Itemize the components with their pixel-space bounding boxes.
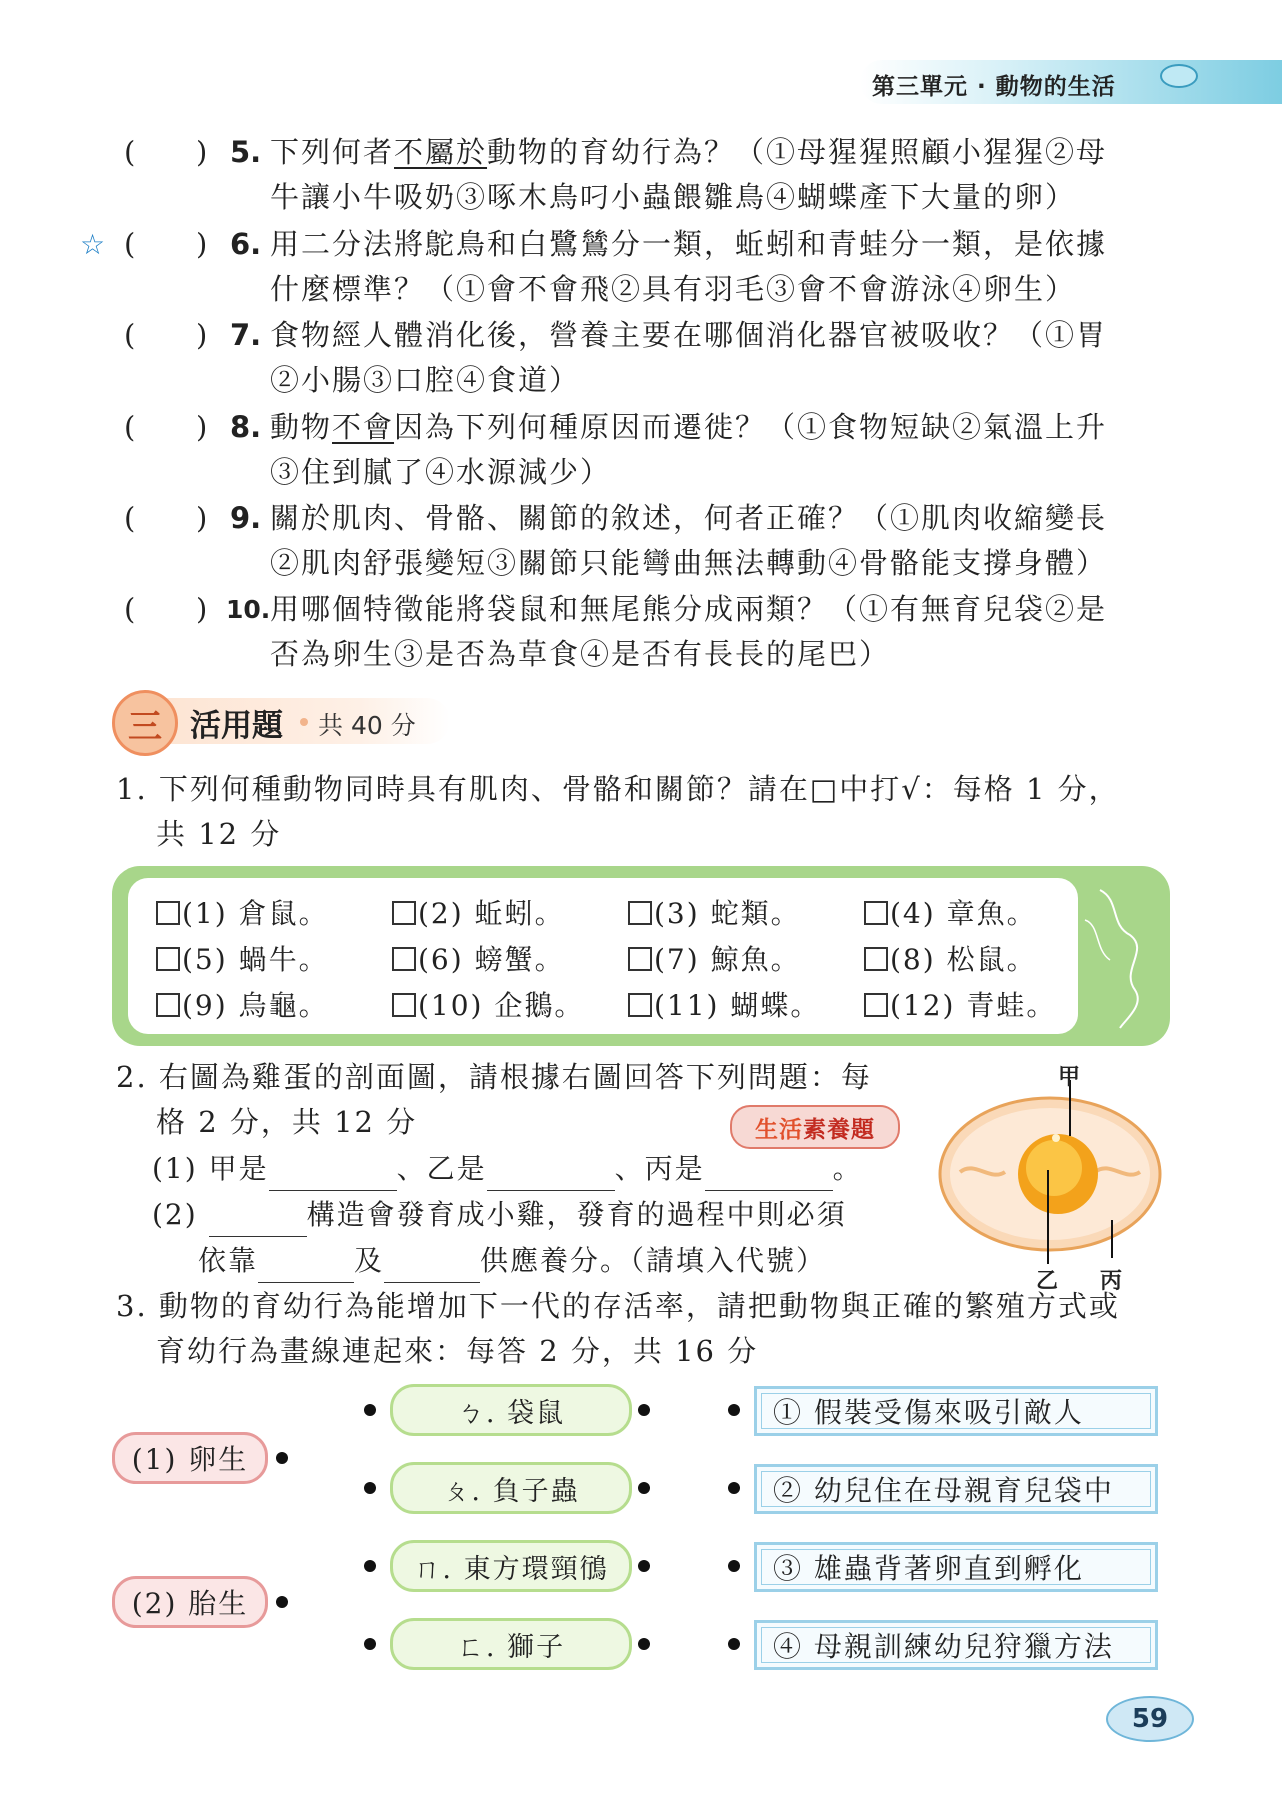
page-number: 59 <box>1106 1696 1194 1742</box>
answer-paren-right: ) <box>196 227 208 261</box>
animal-lion[interactable]: ㄈ. 獅子 <box>390 1618 632 1670</box>
checkbox[interactable] <box>864 993 888 1017</box>
answer-blank[interactable] <box>258 1252 354 1283</box>
answer-blank[interactable] <box>705 1160 833 1191</box>
option-4[interactable]: (4) 章魚。 <box>864 892 1037 932</box>
option-5[interactable]: (5) 蝸牛。 <box>156 938 329 978</box>
option-11[interactable]: (11) 蝴蝶。 <box>628 984 820 1024</box>
question-number: 8. <box>230 410 262 444</box>
checkbox[interactable] <box>628 947 652 971</box>
map-outline-decoration <box>1080 880 1166 1030</box>
unit-title: 第三單元 · 動物的生活 <box>872 74 1116 100</box>
question-number: 5. <box>230 135 262 169</box>
answer-paren-right: ) <box>196 318 208 352</box>
section-dot <box>300 718 308 726</box>
question-text: 食物經人體消化後，營養主要在哪個消化器官被吸收？（①胃 <box>270 318 1108 352</box>
q3-text: 3. 動物的育幼行為能增加下一代的存活率，請把動物與正確的繁殖方式或 <box>116 1289 1120 1323</box>
checkbox[interactable] <box>864 947 888 971</box>
option-1[interactable]: (1) 倉鼠。 <box>156 892 329 932</box>
literacy-question-tag: 生活 素養題 <box>730 1105 900 1149</box>
question-text-cont: ③住到膩了④水源減少） <box>270 455 612 489</box>
q3-text-cont: 育幼行為畫線連起來：每答 2 分，共 16 分 <box>156 1334 759 1368</box>
answer-paren-left: ( <box>124 592 136 626</box>
connector-dot[interactable] <box>728 1638 740 1650</box>
egg-diagram <box>930 1060 1170 1290</box>
option-9[interactable]: (9) 烏龜。 <box>156 984 329 1024</box>
connector-dot[interactable] <box>728 1482 740 1494</box>
answer-paren-right: ) <box>196 135 208 169</box>
connector-dot[interactable] <box>638 1560 650 1572</box>
answer-paren-right: ) <box>196 592 208 626</box>
behavior-1[interactable]: ① 假裝受傷來吸引敵人 <box>754 1386 1158 1436</box>
answer-blank[interactable] <box>269 1160 397 1191</box>
checkbox[interactable] <box>392 947 416 971</box>
question-number: 7. <box>230 318 262 352</box>
question-text-cont: ②小腸③口腔④食道） <box>270 363 581 397</box>
connector-dot[interactable] <box>638 1638 650 1650</box>
planet-icon <box>1160 64 1198 88</box>
question-text: 用哪個特徵能將袋鼠和無尾熊分成兩類？（①有無育兒袋②是 <box>270 592 1108 626</box>
question-text-cont: 否為卵生③是否為草食④是否有長長的尾巴） <box>270 637 891 671</box>
option-3[interactable]: (3) 蛇類。 <box>628 892 801 932</box>
option-12[interactable]: (12) 青蛙。 <box>864 984 1056 1024</box>
answer-paren-left: ( <box>124 410 136 444</box>
option-10[interactable]: (10) 企鵝。 <box>392 984 584 1024</box>
connector-dot[interactable] <box>638 1482 650 1494</box>
connector-dot[interactable] <box>728 1404 740 1416</box>
checkbox[interactable] <box>864 901 888 925</box>
egg-cross-section <box>930 1060 1170 1294</box>
checkbox[interactable] <box>392 993 416 1017</box>
q2-text-cont: 格 2 分，共 12 分 <box>156 1105 418 1139</box>
answer-paren-right: ) <box>196 410 208 444</box>
option-7[interactable]: (7) 鯨魚。 <box>628 938 801 978</box>
question-text-cont: 牛讓小牛吸奶③啄木鳥叼小蟲餵雛鳥④蝴蝶產下大量的卵） <box>270 180 1077 214</box>
question-number: 9. <box>230 501 262 535</box>
option-2[interactable]: (2) 蚯蚓。 <box>392 892 565 932</box>
answer-blank[interactable] <box>384 1252 480 1283</box>
animal-water-bug[interactable]: ㄆ. 負子蟲 <box>390 1462 632 1514</box>
page-number-badge <box>1106 1696 1190 1746</box>
answer-paren-left: ( <box>124 501 136 535</box>
connector-dot[interactable] <box>364 1482 376 1494</box>
label-bing: 丙 <box>1100 1268 1123 1294</box>
answer-paren-left: ( <box>124 135 136 169</box>
checkbox[interactable] <box>156 947 180 971</box>
connector-dot[interactable] <box>364 1404 376 1416</box>
star-icon: ☆ <box>80 228 106 261</box>
animal-kangaroo[interactable]: ㄅ. 袋鼠 <box>390 1384 632 1436</box>
label-jia: 甲 <box>1058 1064 1081 1090</box>
label-yi: 乙 <box>1036 1268 1059 1294</box>
behavior-3[interactable]: ③ 雄蟲背著卵直到孵化 <box>754 1542 1158 1592</box>
question-text-cont: ②肌肉舒張變短③關節只能彎曲無法轉動④骨骼能支撐身體） <box>270 546 1108 580</box>
q2-text: 2. 右圖為雞蛋的剖面圖，請根據右圖回答下列問題：每 <box>116 1060 872 1094</box>
connector-dot[interactable] <box>364 1638 376 1650</box>
section-title: 活用題 <box>190 708 283 744</box>
q1-text: 1. 下列何種動物同時具有肌肉、骨骼和關節？請在□中打√：每格 1 分， <box>116 772 1120 806</box>
question-text: 下列何者不屬於動物的育幼行為？（①母猩猩照顧小猩猩②母 <box>270 135 1108 169</box>
answer-paren-left: ( <box>124 318 136 352</box>
q1-text-cont: 共 12 分 <box>156 817 282 851</box>
behavior-4[interactable]: ④ 母親訓練幼兒狩獵方法 <box>754 1620 1158 1670</box>
checkbox[interactable] <box>392 901 416 925</box>
connector-dot[interactable] <box>364 1560 376 1572</box>
option-6[interactable]: (6) 螃蟹。 <box>392 938 565 978</box>
connector-dot[interactable] <box>728 1560 740 1572</box>
question-text: 用二分法將鴕鳥和白鷺鷥分一類，蚯蚓和青蛙分一類，是依據 <box>270 227 1108 261</box>
answer-paren-right: ) <box>196 501 208 535</box>
answer-blank[interactable] <box>487 1160 615 1191</box>
option-8[interactable]: (8) 松鼠。 <box>864 938 1037 978</box>
checkbox[interactable] <box>628 901 652 925</box>
emphasis-underline: 不會 <box>332 410 395 444</box>
section-score: 共 40 分 <box>318 711 416 740</box>
connector-dot[interactable] <box>276 1596 288 1608</box>
emphasis-underline: 不屬於 <box>394 135 488 169</box>
behavior-2[interactable]: ② 幼兒住在母親育兒袋中 <box>754 1464 1158 1514</box>
question-number: 10. <box>226 595 271 624</box>
category-oviparous[interactable]: (1) 卵生 <box>112 1432 268 1484</box>
category-viviparous[interactable]: (2) 胎生 <box>112 1576 268 1628</box>
answer-paren-left: ( <box>124 227 136 261</box>
checkbox[interactable] <box>156 901 180 925</box>
section-badge: 三 <box>112 690 178 756</box>
answer-blank[interactable] <box>209 1206 307 1237</box>
animal-plover[interactable]: ㄇ. 東方環頸鴴 <box>390 1540 632 1592</box>
question-text-cont: 什麼標準？（①會不會飛②具有羽毛③會不會游泳④卵生） <box>270 272 1077 306</box>
connector-dot[interactable] <box>638 1404 650 1416</box>
checkbox[interactable] <box>156 993 180 1017</box>
question-text: 動物不會因為下列何種原因而遷徙？（①食物短缺②氣溫上升 <box>270 410 1108 444</box>
connector-dot[interactable] <box>276 1452 288 1464</box>
checkbox[interactable] <box>628 993 652 1017</box>
question-text: 關於肌肉、骨骼、關節的敘述，何者正確？（①肌肉收縮變長 <box>270 501 1108 535</box>
question-number: 6. <box>230 227 262 261</box>
